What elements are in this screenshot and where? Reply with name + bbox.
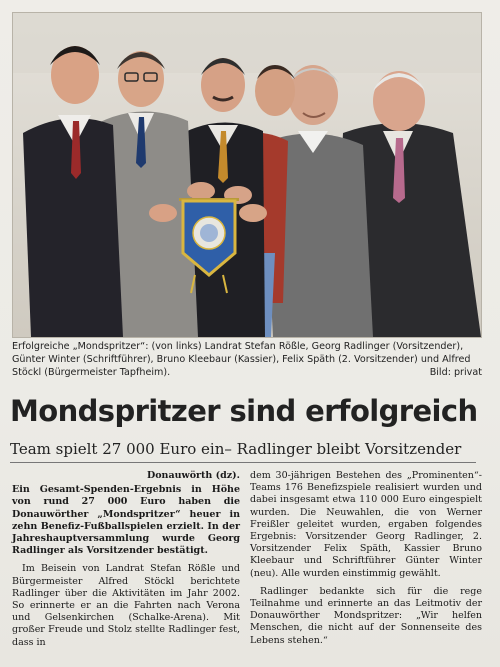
article-column-left — [12, 470, 240, 655]
article-lead: Ein Gesamt-Spenden-Ergebnis in Höhe von rund 27 000 Euro haben die Donauwörther „Mondspritzer“ heuer in zehn Benefiz-Fußballspielen erzielt. In der Jahreshauptversammlung wurde Georg Radlinger als Vorsitzender bestätigt. — [12, 484, 240, 557]
article-paragraph-2: dem 30-jährigen Bestehen des „Prominenten“-Teams 176 Benefizspiele realisiert wurden und dabei insgesamt etwa 110 000 Euro eingespielt wurden. Die Neuwahlen, die von Werner Freißler geleitet wurden, ergaben folgendes Ergebnis: Vorsitzender Georg Radlinger, 2. Vorsitzender Felix Späth, Kassier Bruno Kleebaur und Schriftführer Günter Winter (neu). Alle wurden einstimmig gewählt. — [250, 470, 482, 579]
dateline: Donauwörth (dz). — [146, 470, 240, 481]
group-photo — [12, 12, 482, 338]
caption-text: Erfolgreiche „Mondspritzer“: (von links) Landrat Stefan Rößle, Georg Radlinger (Vorsitzender), Günter Winter (Schriftführer), Bruno Kleebaur (Kassier), Felix Späth (2. Vorsitzender) und Alfred Stöckl (Bürgermeister Tapfheim). — [12, 341, 471, 378]
divider — [10, 462, 476, 463]
photo-credit: Bild: privat — [429, 367, 482, 378]
article-column-right — [250, 470, 482, 653]
article-paragraph-3: Radlinger bedankte sich für die rege Teilnahme und erinnerte an das Leitmotiv der Donauwörther Mondspritzer: „Wir helfen Menschen, die nicht auf der Sonnenseite des Lebens stehen.“ — [250, 585, 482, 646]
headline: Mondspritzer sind erfolgreich — [10, 394, 478, 428]
subheadline: Team spielt 27 000 Euro ein– Radlinger bleibt Vorsitzender — [10, 440, 462, 458]
article-paragraph-1: Im Beisein von Landrat Stefan Rößle und Bürgermeister Alfred Stöckl berichtete Radlinger über die Aktivitäten im Jahr 2002. So erinnerte er an die Fahrten nach Verona und Gelsenkirchen (Schalke-Arena). Mit großer Freude und Stolz stellte Radlinger fest, dass in — [12, 563, 240, 648]
photo-caption — [12, 340, 482, 379]
